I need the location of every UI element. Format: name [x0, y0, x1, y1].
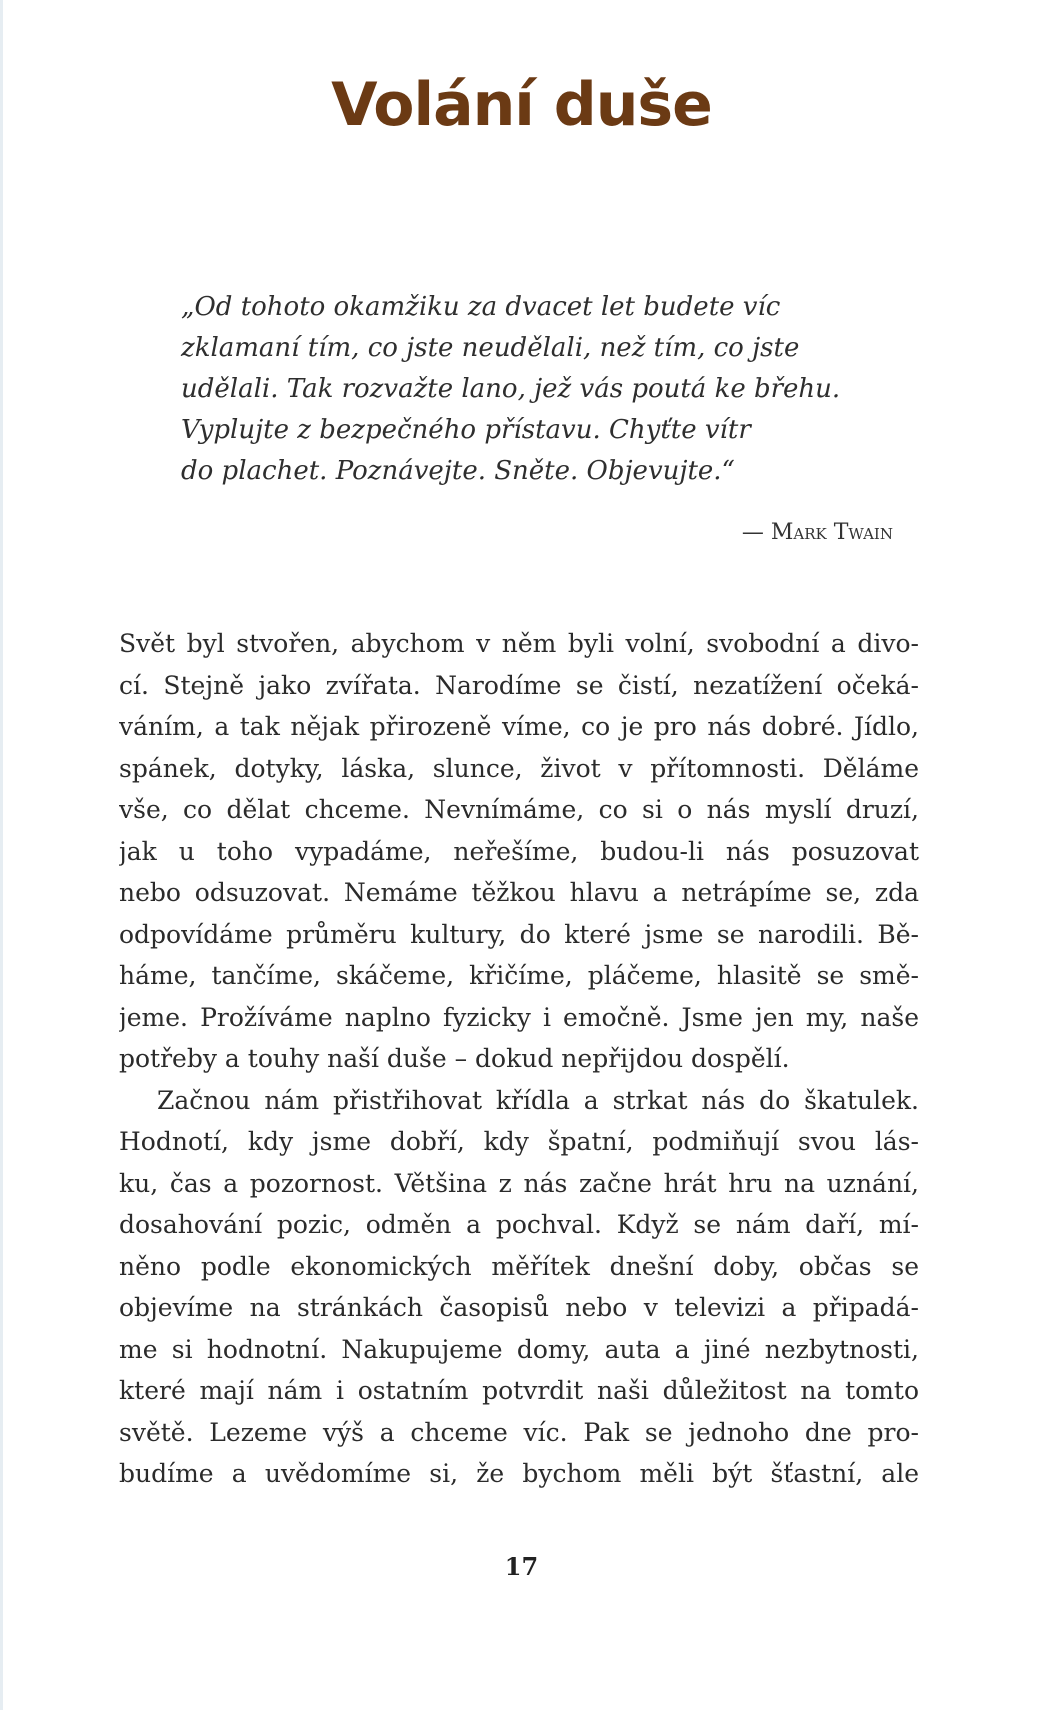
body-line: budíme a uvědomíme si, že bychom měli být šťastní, ale — [119, 1459, 919, 1488]
body-line: dosahování pozic, odměn a pochval. Když se nám daří, mí- — [119, 1210, 919, 1239]
epigraph-line: Vyplujte z bezpečného přístavu. Chyťte vítr — [181, 415, 751, 445]
chapter-title: Volání duše — [331, 70, 712, 140]
body-line: něno podle ekonomických měřítek dnešní doby, občas se — [119, 1251, 919, 1281]
epigraph-dash: — — [741, 520, 771, 545]
body-line: Hodnotí, kdy jsme dobří, kdy špatní, podmiňují svou lás- — [119, 1127, 919, 1156]
body-text — [119, 623, 919, 1495]
body-line: Začnou nám přistřihovat křídla a strkat nás do škatulek. — [157, 1085, 919, 1115]
epigraph-author: Mark Twain — [770, 520, 893, 545]
epigraph-line: „Od tohoto okamžiku za dvacet let budete víc — [181, 292, 781, 322]
body-line: které mají nám i ostatním potvrdit naši důležitost na tomto — [119, 1376, 919, 1405]
body-line: jeme. Prožíváme naplno fyzicky i emočně. Jsme jen my, naše — [119, 1002, 919, 1032]
body-line: cí. Stejně jako zvířata. Narodíme se čistí, nezatížení očeká- — [119, 670, 919, 700]
epigraph-line: do plachet. Poznávejte. Sněte. Objevujte.“ — [181, 456, 735, 486]
body-line: světě. Lezeme výš a chceme víc. Pak se jednoho dne pro- — [119, 1417, 919, 1447]
body-line: ku, čas a pozornost. Většina z nás začne hrát hru na uznání, — [119, 1168, 919, 1198]
body-line: vše, co dělat chceme. Nevnímáme, co si o nás myslí druzí, — [119, 795, 919, 824]
body-line: jak u toho vypadáme, neřešíme, budou-li nás posuzovat — [119, 836, 919, 866]
epigraph-line: zklamaní tím, co jste neudělali, než tím, co jste — [181, 333, 800, 363]
paragraph-1 — [119, 623, 919, 1080]
epigraph-quote — [181, 287, 901, 492]
page-number: 17 — [504, 1552, 539, 1581]
body-line: objevíme na stránkách časopisů nebo v televizi a připadá- — [119, 1293, 919, 1322]
body-line: potřeby a touhy naší duše – dokud nepřijdou dospělí. — [119, 1044, 790, 1073]
body-line: me si hodnotní. Nakupujeme domy, auta a jiné nezbytnosti, — [119, 1334, 919, 1364]
body-line: odpovídáme průměru kultury, do které jsme se narodili. Bě- — [119, 919, 919, 949]
body-line: Svět byl stvořen, abychom v něm byli volní, svobodní a divo- — [119, 629, 919, 658]
epigraph-line: udělali. Tak rozvažte lano, jež vás poutá ke břehu. — [181, 374, 841, 404]
body-line: váním, a tak nějak přirozeně víme, co je pro nás dobré. Jídlo, — [119, 712, 919, 741]
epigraph-attribution — [742, 520, 893, 545]
body-line: spánek, dotyky, láska, slunce, život v přítomnosti. Děláme — [119, 753, 919, 783]
paragraph-2 — [119, 1080, 919, 1495]
body-line: nebo odsuzovat. Nemáme těžkou hlavu a netrápíme se, zda — [119, 878, 919, 907]
page-edge — [0, 0, 3, 1710]
body-line: háme, tančíme, skáčeme, křičíme, pláčeme, hlasitě se smě- — [119, 961, 919, 990]
